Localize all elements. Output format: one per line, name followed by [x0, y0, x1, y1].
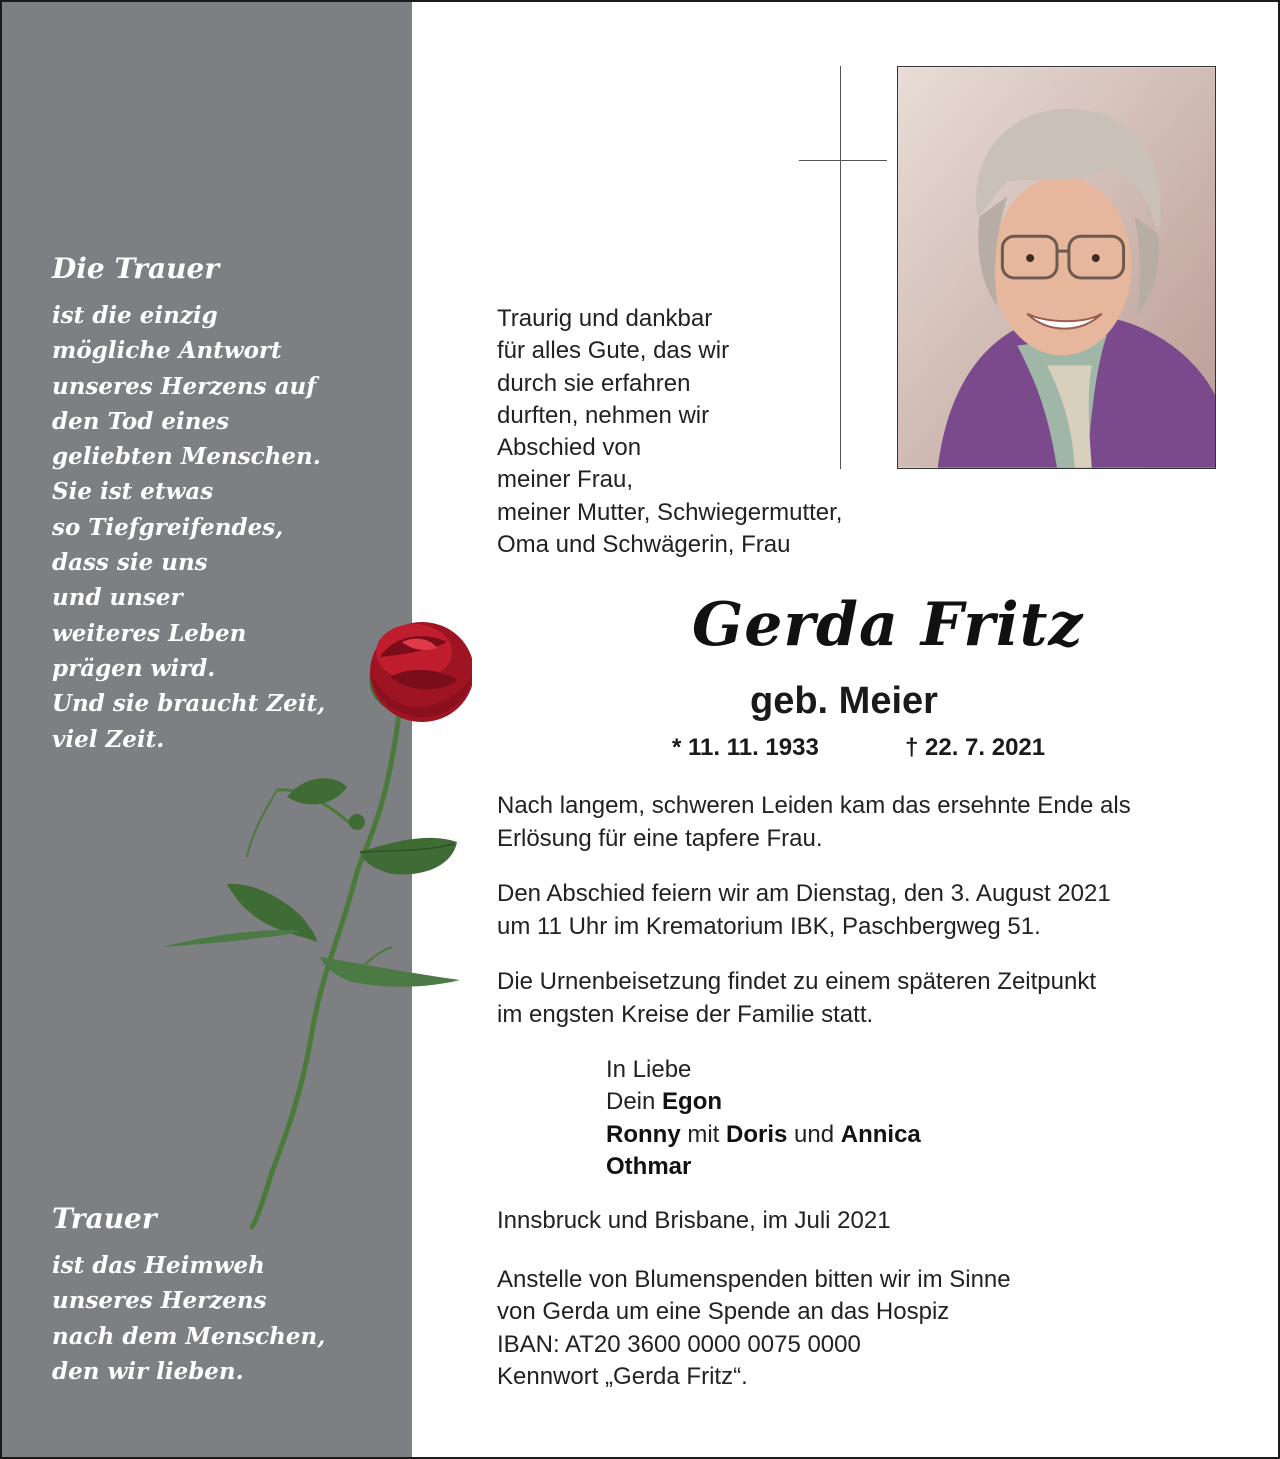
intro-line: Traurig und dankbar [497, 305, 713, 332]
intro-line: durch sie erfahren [497, 369, 691, 397]
poem-top-heading: Die Trauer [52, 252, 220, 285]
paragraph-farewell [497, 877, 1111, 943]
poem-line: so Tiefgreifendes, [52, 513, 284, 541]
poem-line: den wir lieben. [52, 1357, 244, 1385]
signature-line-children: Ronny mit Doris und Annica [606, 1120, 921, 1148]
signature-line-husband: Dein Egon [606, 1088, 723, 1116]
donation-note [497, 1264, 1011, 1393]
poem-line: den Tod eines [52, 407, 230, 435]
poem-line: ist das Heimweh [52, 1252, 265, 1279]
poem-line: mögliche Antwort [52, 337, 282, 365]
intro-line: Abschied von [497, 434, 642, 462]
rose-illustration [152, 612, 472, 1237]
donation-iban: IBAN: AT20 3600 0000 0075 0000 [497, 1330, 861, 1358]
paragraph-urn [497, 965, 1096, 1031]
poem-line: unseres Herzens auf [52, 372, 317, 400]
poem-line: unseres Herzens [52, 1287, 267, 1315]
paragraph-line: im engsten Kreise der Familie statt. [497, 1001, 874, 1028]
intro-line: durften, nehmen wir [497, 401, 710, 429]
poem-line: Sie ist etwas [52, 478, 214, 506]
death-date: † 22. 7. 2021 [905, 734, 1046, 761]
poem-line: geliebten Menschen. [52, 443, 321, 471]
deceased-name: Gerda Fritz [692, 590, 1084, 660]
birth-date: * 11. 11. 1933 [672, 734, 819, 761]
paragraph-line: Nach langem, schweren Leiden kam das ersehnte Ende als [497, 792, 1131, 819]
paragraph-line: um 11 Uhr im Krematorium IBK, Paschbergweg 51. [497, 913, 1041, 940]
intro-line: meiner Frau, [497, 466, 634, 494]
donation-keyword: Kennwort „Gerda Fritz“. [497, 1362, 748, 1390]
intro-line: meiner Mutter, Schwiegermutter, [497, 498, 843, 526]
paragraph-line: Die Urnenbeisetzung findet zu einem späteren Zeitpunkt [497, 968, 1097, 995]
poem-line: und unser [52, 584, 183, 612]
poem-line: ist die einzig [52, 302, 218, 329]
intro-text [497, 303, 842, 561]
signature-greeting: In Liebe [606, 1056, 692, 1083]
maiden-name: geb. Meier [750, 680, 938, 722]
donation-line: Anstelle von Blumenspenden bitten wir im Sinne [497, 1266, 1011, 1293]
paragraph-illness [497, 789, 1131, 855]
poem-bottom-heading: Trauer [52, 1202, 157, 1235]
poem-line: prägen wird. [52, 654, 216, 682]
cross-horizontal-line [799, 160, 887, 161]
poem-line: viel Zeit. [52, 725, 165, 753]
poem-line: nach dem Menschen, [52, 1322, 326, 1350]
portrait-photo [897, 66, 1216, 469]
donation-line: von Gerda um eine Spende an das Hospiz [497, 1298, 950, 1326]
poem-line: Und sie braucht Zeit, [52, 690, 326, 718]
place-date: Innsbruck und Brisbane, im Juli 2021 [497, 1207, 891, 1234]
paragraph-line: Erlösung für eine tapfere Frau. [497, 825, 823, 852]
intro-line: für alles Gute, das wir [497, 337, 730, 365]
paragraph-line: Den Abschied feiern wir am Dienstag, den 3. August 2021 [497, 880, 1111, 907]
intro-line: Oma und Schwägerin, Frau [497, 531, 791, 559]
poem-line: dass sie uns [52, 549, 208, 577]
signature-block [606, 1054, 921, 1183]
signature-line-othmar: Othmar [606, 1152, 692, 1180]
poem-line: weiteres Leben [52, 619, 247, 647]
